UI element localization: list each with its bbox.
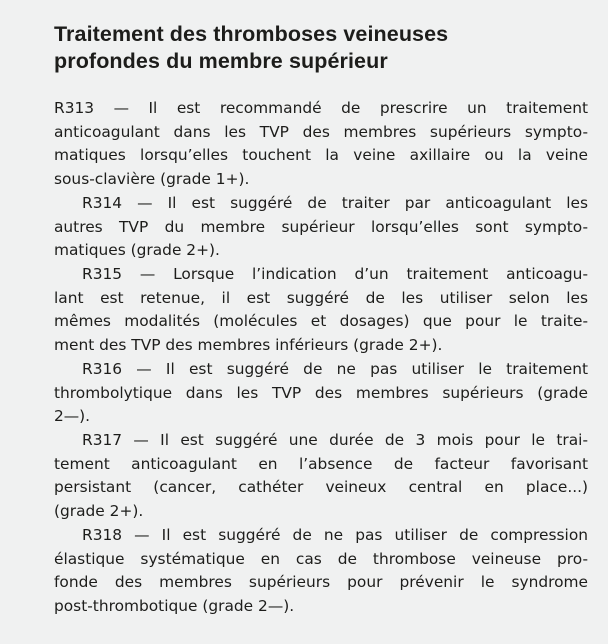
text-line: tement anticoagulant en l’absence de facteur favorisant (54, 454, 588, 473)
recommendation-r313 (54, 97, 588, 192)
text-line: matiques lorsqu’elles touchent la veine axillaire ou la veine (54, 146, 588, 165)
text-line: thrombolytique dans les TVP des membres supérieurs (grade (54, 383, 588, 402)
text-line: 2—). (54, 407, 91, 426)
text-line: R314 — Il est suggéré de traiter par anticoagulant les (82, 194, 588, 212)
text-line: post-thrombotique (grade 2—). (54, 597, 295, 616)
text-line: (grade 2+). (54, 502, 144, 521)
text-line: mêmes modalités (molécules et dosages) que pour le traite- (54, 312, 588, 331)
text-line: autres TVP du membre supérieur lorsqu’elles sont sympto- (54, 217, 588, 236)
text-line: anticoagulant dans les TVP des membres supérieurs sympto- (54, 122, 588, 141)
text-line: R318 — Il est suggéré de ne pas utiliser de compression (82, 526, 588, 544)
section-title-line-1: Traitement des thromboses veineuses (54, 22, 449, 46)
text-line: R317 — Il est suggéré une durée de 3 mois pour le trai- (82, 431, 588, 449)
text-line: matiques (grade 2+). (54, 241, 220, 260)
section-title (54, 21, 594, 75)
recommendation-r314 (54, 192, 588, 263)
text-line: persistant (cancer, cathéter veineux central en place...) (54, 478, 588, 497)
recommendation-r315 (54, 263, 588, 358)
recommendation-r317 (54, 429, 588, 524)
recommendation-r318 (54, 524, 588, 619)
section-title-line-2: profondes du membre supérieur (54, 49, 388, 73)
text-line: sous-clavière (grade 1+). (54, 170, 250, 189)
text-line: lant est retenue, il est suggéré de les utiliser selon les (54, 288, 588, 307)
text-line: R315 — Lorsque l’indication d’un traitement anticoagu- (82, 265, 588, 283)
text-line: fonde des membres supérieurs pour prévenir le syndrome (54, 573, 588, 592)
text-line: R316 — Il est suggéré de ne pas utiliser le traitement (82, 360, 588, 378)
text-line: élastique systématique en cas de thrombose veineuse pro- (54, 549, 588, 568)
text-line: R313 — Il est recommandé de prescrire un traitement (54, 99, 588, 117)
text-line: ment des TVP des membres inférieurs (grade 2+). (54, 336, 443, 355)
recommendation-r316 (54, 358, 588, 429)
